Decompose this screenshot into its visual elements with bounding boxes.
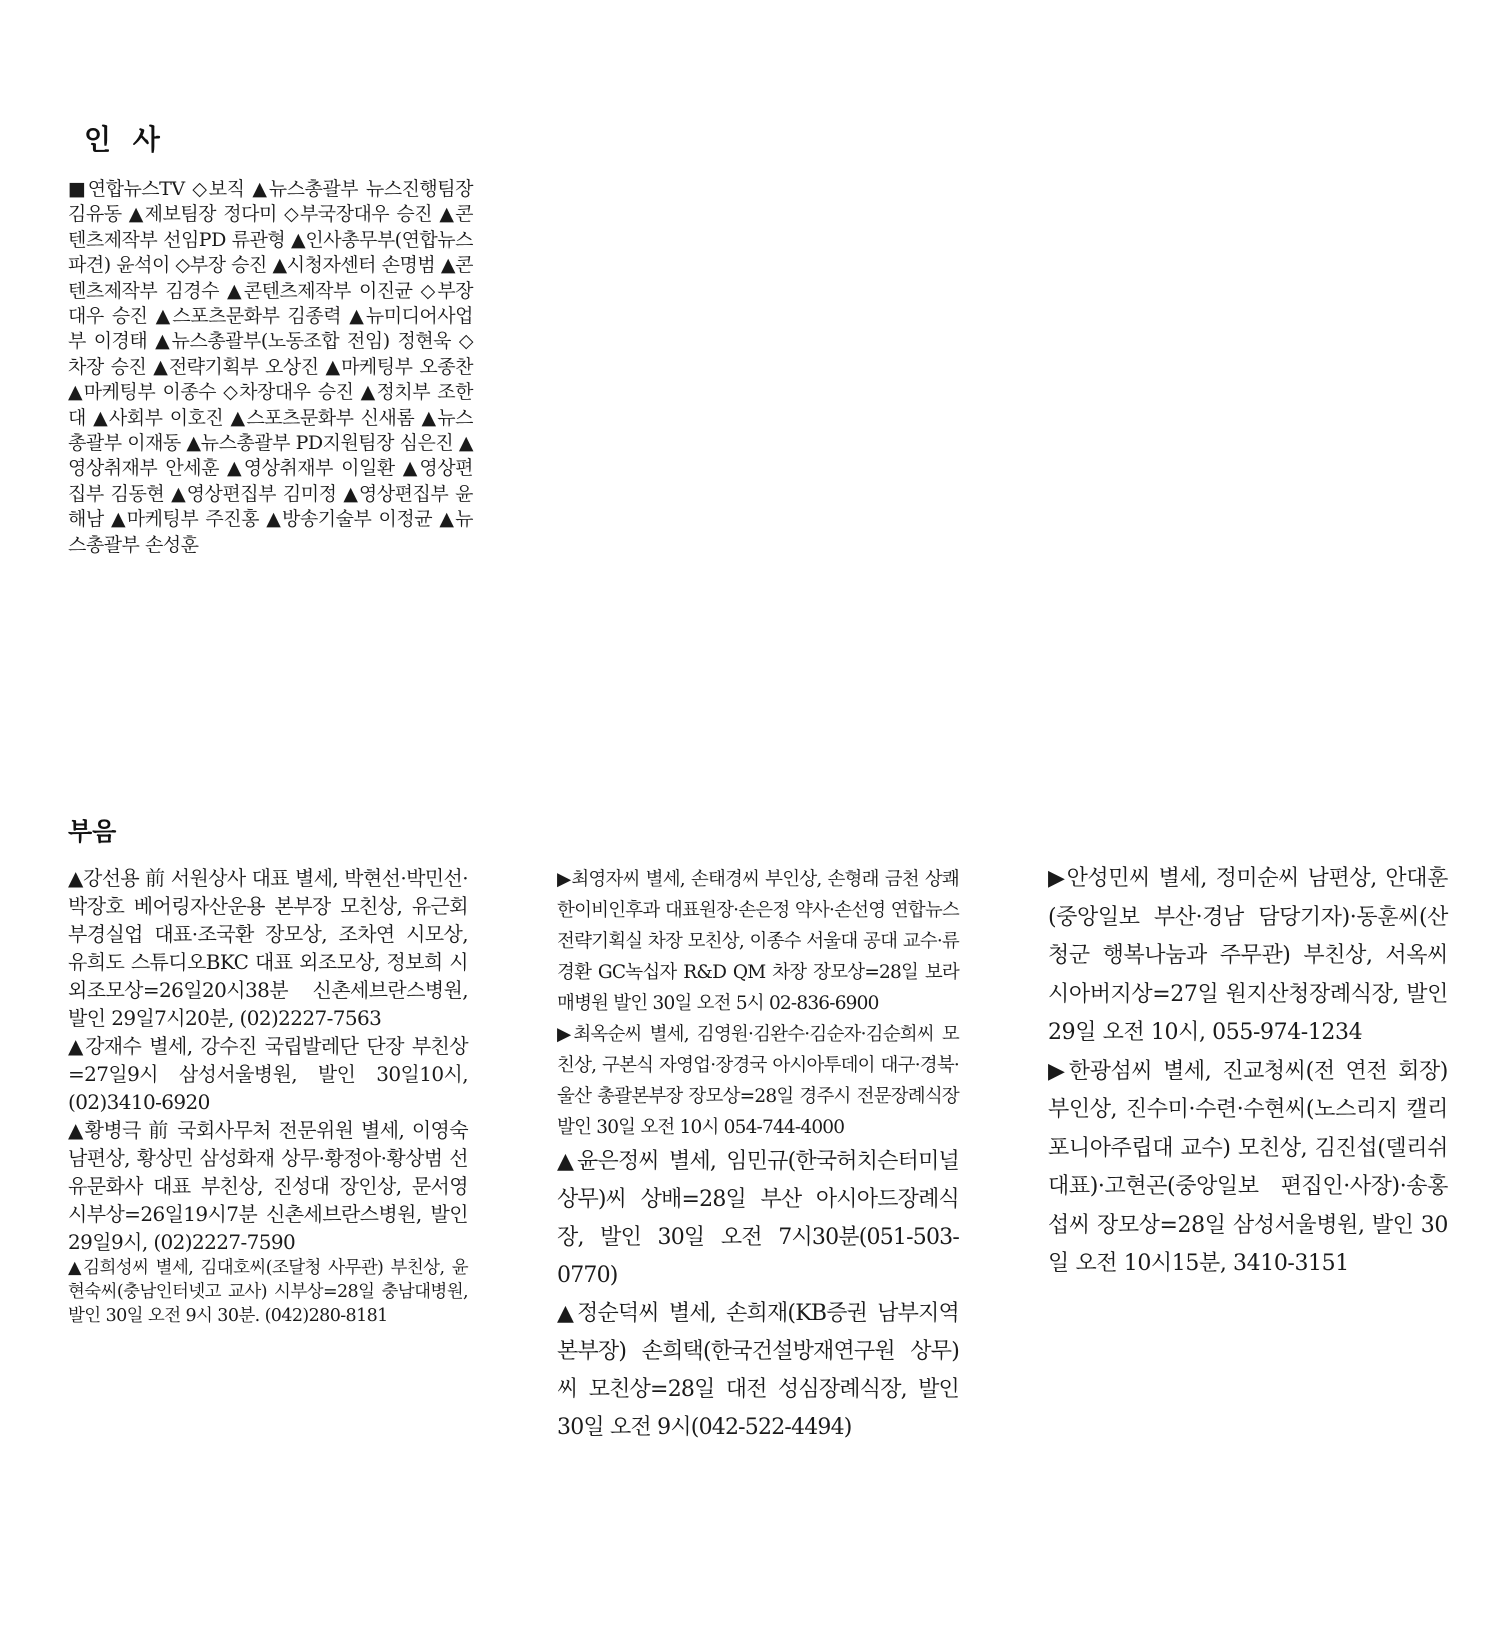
insa-personnel-list: ■연합뉴스TV ◇보직 ▲뉴스총괄부 뉴스진행팀장 김유동 ▲제보팀장 정다미 ◇부국장대우 승진 ▲콘텐츠제작부 선임PD 류관형 ▲인사총무부(연합뉴스 파견) 윤석이 ◇부장 승진 ▲시청자센터 손명범 ▲콘텐츠제작부 김경수 ▲콘텐츠제작부 이진균 ◇부장대우 승진 ▲스포츠문화부 김종력 ▲뉴미디어사업부 이경태 ▲뉴스총괄부(노동조합 전임) 정현욱 ◇차장 승진 ▲전략기획부 오상진 ▲마케팅부 오종찬 ▲마케팅부 이종수 ◇차장대우 승진 ▲정치부 조한대 ▲사회부 이호진 ▲스포츠문화부 신새롬 ▲뉴스총괄부 이재동 ▲뉴스총괄부 PD지원팀장 심은진 ▲영상취재부 안세훈 ▲영상취재부 이일환 ▲영상편집부 김동현 ▲영상편집부 김미정 ▲영상편집부 윤해남 ▲마케팅부 주진홍 ▲방송기술부 이정균 ▲뉴스총괄부 손성훈 <box>68 178 473 556</box>
obituary-entry: ▶최옥순씨 별세, 김영원·김완수·김순자·김순희씨 모친상, 구본식 자영업·장경국 아시아투데이 대구·경북·울산 총괄본부장 장모상=28일 경주시 전문장례식장 발인 30일 오전 10시 054-744-4000 <box>557 1024 959 1138</box>
obituary-section-title: 부음 <box>68 817 117 846</box>
obituary-column-3 <box>1048 860 1448 1284</box>
obituary-column-1 <box>68 864 468 1328</box>
obituary-entry: ▶최영자씨 별세, 손태경씨 부인상, 손형래 금천 상쾌한이비인후과 대표원장·손은정 약사·손선영 연합뉴스 전략기획실 차장 모친상, 이종수 서울대 공대 교수·류경환 GC녹십자 R&D QM 차장 장모상=28일 보라매병원 발인 30일 오전 5시 02-836-6900 <box>557 869 959 1014</box>
obituary-entry: ▶한광섬씨 별세, 진교청씨(전 연전 회장) 부인상, 진수미·수련·수현씨(노스리지 캘리포니아주립대 교수) 모친상, 김진섭(델리쉬 대표)·고현곤(중앙일보 편집인·사장)·송홍섭씨 장모상=28일 삼성서울병원, 발인 30일 오전 10시15분, 3410-3151 <box>1048 1058 1448 1276</box>
obituary-entry: ▲윤은정씨 별세, 임민규(한국허치슨터미널 상무)씨 상배=28일 부산 아시아드장례식장, 발인 30일 오전 7시30분(051-503-0770) <box>557 1149 959 1288</box>
obituary-column-2 <box>557 864 959 1447</box>
insa-section-title: 인 사 <box>84 123 166 156</box>
obituary-entry: ▲정순덕씨 별세, 손희재(KB증권 남부지역 본부장) 손희택(한국건설방재연구원 상무)씨 모친상=28일 대전 성심장례식장, 발인 30일 오전 9시(042-522-4494) <box>557 1301 959 1440</box>
obituary-entry: ▲강재수 별세, 강수진 국립발레단 단장 부친상=27일9시 삼성서울병원, 발인 30일10시, (02)3410-6920 <box>68 1034 468 1114</box>
obituary-entry: ▲김희성씨 별세, 김대호씨(조달청 사무관) 부친상, 윤현숙씨(충남인터넷고 교사) 시부상=28일 충남대병원, 발인 30일 오전 9시 30분. (042)280-8181 <box>68 1258 468 1326</box>
obituary-entry: ▶안성민씨 별세, 정미순씨 남편상, 안대훈(중앙일보 부산·경남 담당기자)·동훈씨(산청군 행복나눔과 주무관) 부친상, 서옥씨 시아버지상=27일 원지산청장례식장, 발인 29일 오전 10시, 055-974-1234 <box>1048 866 1448 1045</box>
obituary-entry: ▲강선용 前 서원상사 대표 별세, 박현선·박민선·박장호 베어링자산운용 본부장 모친상, 유근회 부경실업 대표·조국환 장모상, 조차연 시모상, 유희도 스튜디오BKC 대표 외조모상, 정보희 시외조모상=26일20시38분 신촌세브란스병원, 발인 29일7시20분, (02)2227-7563 <box>68 866 468 1030</box>
obituary-entry: ▲황병극 前 국회사무처 전문위원 별세, 이영숙 남편상, 황상민 삼성화재 상무·황정아·황상범 선유문화사 대표 부친상, 진성대 장인상, 문서영 시부상=26일19시7분 신촌세브란스병원, 발인 29일9시, (02)2227-7590 <box>68 1118 468 1254</box>
